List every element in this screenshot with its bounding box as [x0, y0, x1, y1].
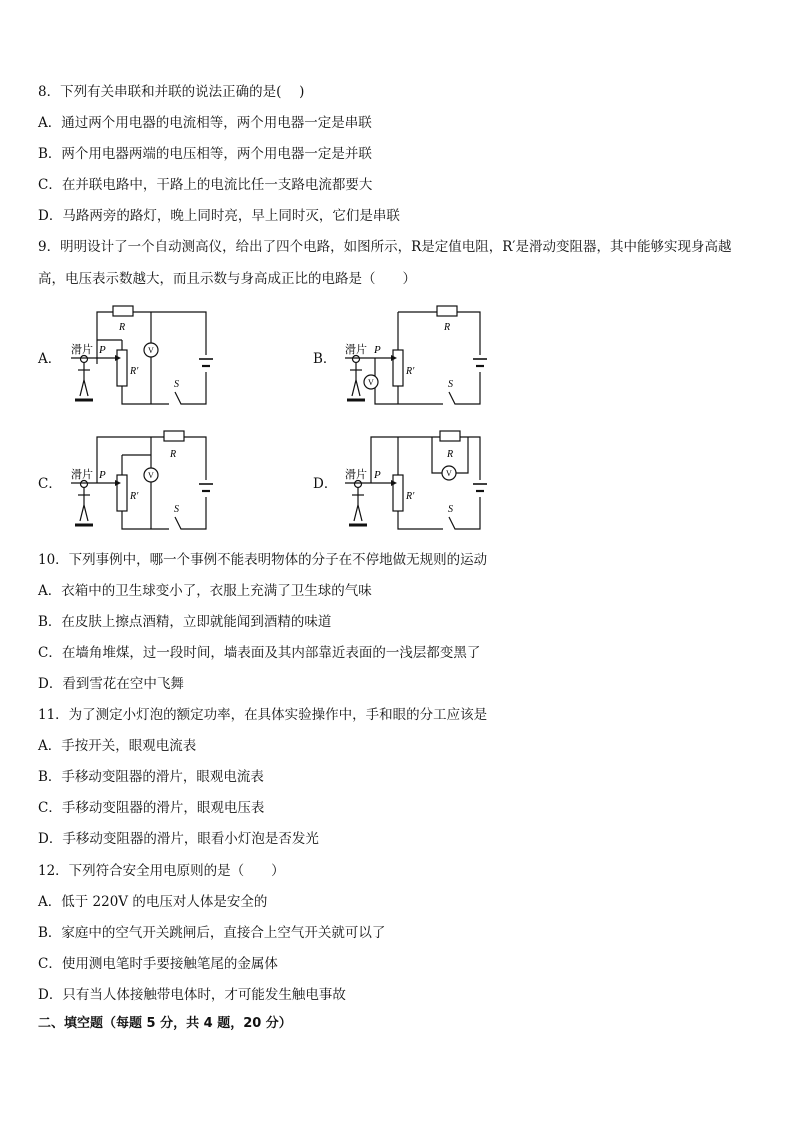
circuit-a-slider-label: 滑片 [71, 344, 93, 356]
q11-option-a: A．手按开关，眼观电流表 [38, 738, 197, 754]
q8-stem: 8．下列有关串联和并联的说法正确的是( ) [38, 84, 305, 100]
circuit-c-diagram [66, 425, 226, 537]
q8-option-d: D．马路两旁的路灯，晚上同时亮，早上同时灭，它们是串联 [38, 208, 400, 224]
q8-option-c: C．在并联电路中，干路上的电流比任一支路电流都要大 [38, 177, 373, 193]
q10-option-b: B．在皮肤上擦点酒精，立即就能闻到酒精的味道 [38, 614, 332, 630]
circuit-c-p-label: P [99, 469, 106, 481]
circuit-a-label: A． [38, 351, 62, 367]
circuit-b-diagram [340, 300, 500, 412]
q10-stem: 10．下列事例中，哪一个事例不能表明物体的分子在不停地做无规则的运动 [38, 552, 488, 568]
circuit-d-voltmeter-label: V [446, 469, 452, 478]
q12-option-b: B．家庭中的空气开关跳闸后，直接合上空气开关就可以了 [38, 925, 386, 941]
section-2-heading: 二、填空题（每题 5 分，共 4 题，20 分） [38, 1016, 292, 1031]
circuit-a-r-label: R [119, 322, 126, 333]
q12-option-d: D．只有当人体接触带电体时，才可能发生触电事故 [38, 987, 346, 1003]
circuit-b-voltmeter-label: V [368, 378, 374, 387]
circuit-c-label: C． [38, 476, 62, 492]
circuit-b-label: B． [313, 351, 337, 367]
q11-option-b: B．手移动变阻器的滑片，眼观电流表 [38, 769, 264, 785]
circuit-a-p-label: P [99, 344, 106, 356]
circuit-a-rprime-label: R′ [130, 366, 139, 377]
circuit-b-rprime-label: R′ [406, 366, 415, 377]
q8-option-a: A．通过两个用电器的电流相等，两个用电器一定是串联 [38, 115, 372, 131]
q11-option-d: D．手移动变阻器的滑片，眼看小灯泡是否发光 [38, 831, 319, 847]
circuit-b-r-label: R [444, 322, 451, 333]
circuit-b-switch-label: S [448, 379, 453, 390]
circuit-d-r-label: R [447, 449, 454, 460]
circuit-c-switch-label: S [174, 504, 179, 515]
circuit-a-switch-label: S [174, 379, 179, 390]
q10-option-c: C．在墙角堆煤，过一段时间，墙表面及其内部靠近表面的一浅层都变黑了 [38, 645, 481, 661]
q9-stem-line2: 高，电压表示数越大，而且示数与身高成正比的电路是（ ） [38, 271, 416, 287]
q12-option-c: C．使用测电笔时手要接触笔尾的金属体 [38, 956, 278, 972]
q9-stem-line1: 9．明明设计了一个自动测高仪，给出了四个电路，如图所示，R是定值电阻，R′是滑动变阻器，其中能够实现身高越 [38, 239, 732, 255]
circuit-a-diagram [66, 300, 226, 412]
circuit-a-voltmeter-label: V [148, 346, 154, 355]
q10-option-a: A．衣箱中的卫生球变小了，衣服上充满了卫生球的气味 [38, 583, 372, 599]
circuit-c-r-label: R [170, 449, 177, 460]
circuit-d-p-label: P [374, 469, 381, 481]
circuit-d-slider-label: 滑片 [345, 469, 367, 481]
circuit-c-voltmeter-label: V [148, 471, 154, 480]
circuit-d-rprime-label: R′ [406, 491, 415, 502]
q12-stem: 12．下列符合安全用电原则的是（ ） [38, 863, 285, 879]
q11-stem: 11．为了测定小灯泡的额定功率，在具体实验操作中，手和眼的分工应该是 [38, 707, 488, 723]
q11-option-c: C．手移动变阻器的滑片，眼观电压表 [38, 800, 265, 816]
circuit-c-slider-label: 滑片 [71, 469, 93, 481]
q8-option-b: B．两个用电器两端的电压相等，两个用电器一定是并联 [38, 146, 372, 162]
q10-option-d: D．看到雪花在空中飞舞 [38, 676, 184, 692]
circuit-b-p-label: P [374, 344, 381, 356]
circuit-b-slider-label: 滑片 [345, 344, 367, 356]
circuit-d-label: D． [313, 476, 338, 492]
circuit-d-switch-label: S [448, 504, 453, 515]
circuit-c-rprime-label: R′ [130, 491, 139, 502]
circuit-d-diagram [340, 425, 500, 537]
q12-option-a: A．低于 220V 的电压对人体是安全的 [38, 894, 268, 910]
